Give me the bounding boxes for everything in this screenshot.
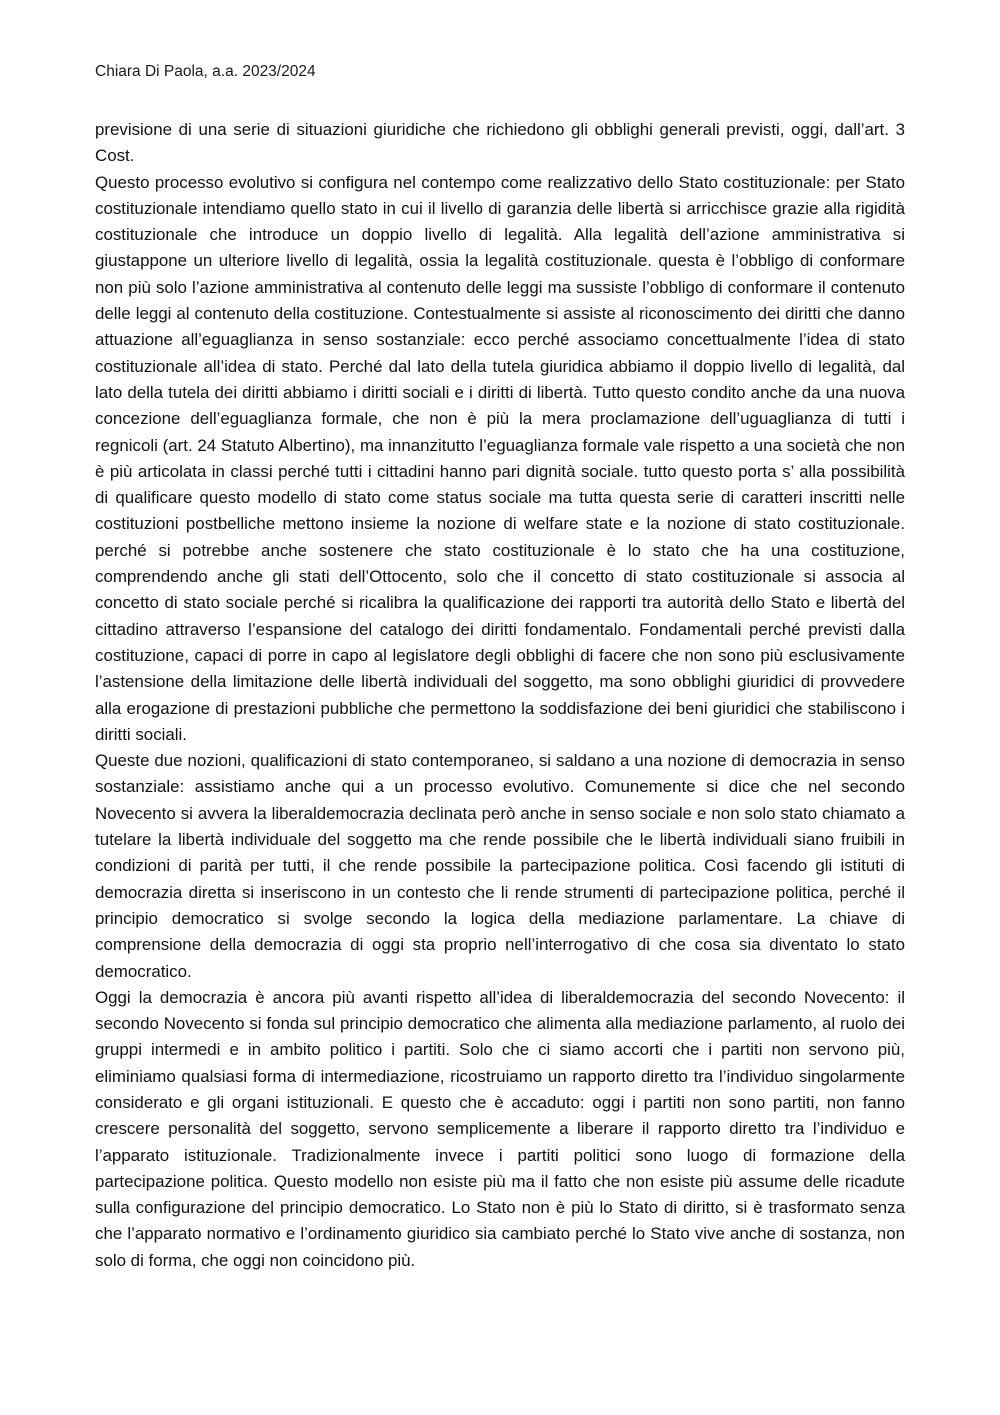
- paragraph-4: Oggi la democrazia è ancora più avanti rispetto all’idea di liberaldemocrazia del secondo Novecento: il secondo Novecento si fonda sul principio democratico che alimenta alla mediazione parlamento, al ruolo dei gruppi intermedi e in ambito politico i partiti. Solo che ci siamo accorti che i partiti non servono più, eliminiamo qualsiasi forma di intermediazione, ricostruiamo un rapporto diretto tra l’individuo singolarmente considerato e gli organi istituzionali. E questo che è accaduto: oggi i partiti non sono partiti, non fanno crescere personalità del soggetto, servono semplicemente a liberare il rapporto diretto tra l’individuo e l’apparato istituzionale. Tradizionalmente invece i partiti politici sono luogo di formazione della partecipazione politica. Questo modello non esiste più ma il fatto che non esiste più assume delle ricadute sulla configurazione del principio democratico. Lo Stato non è più lo Stato di diritto, si è trasformato senza che l’apparato normativo e l’ordinamento giuridico sia cambiato perché lo Stato vive anche di sostanza, non solo di forma, che oggi non coincidono più.: [95, 987, 905, 1270]
- paragraph-2: Questo processo evolutivo si configura nel contempo come realizzativo dello Stato costituzionale: per Stato costituzionale intendiamo quello stato in cui il livello di garanzia delle libertà si arricchisce grazie alla rigidità costituzionale che introduce un doppio livello di legalità. Alla legalità dell’azione amministrativa si giustappone un ulteriore livello di legalità, ossia la legalità costituzionale. questa è l’obbligo di conformare non più solo l’azione amministrativa al contenuto delle leggi ma sussiste l’obbligo di conformare il contenuto delle leggi al contenuto della costituzione. Contestualmente si assiste al riconoscimento dei diritti che danno attuazione all’eguaglianza in senso sostanziale: ecco perché associamo concettualmente l’idea di stato costituzionale all’idea di stato. Perché dal lato della tutela giuridica abbiamo il doppio livello di legalità, dal lato della tutela dei diritti abbiamo i diritti sociali e i diritti di libertà. Tutto questo condito anche da una nuova concezione dell’eguaglianza formale, che non è più la mera proclamazione dell’uguaglianza di tutti i regnicoli (art. 24 Statuto Albertino), ma innanzitutto l’eguaglianza formale vale rispetto a una società che non è più articolata in classi perché tutti i cittadini hanno pari dignità sociale. tutto questo porta s’ alla possibilità di qualificare questo modello di stato come status sociale ma tutta questa serie di caratteri inscritti nelle costituzioni postbelliche mettono insieme la nozione di welfare state e la nozione di stato costituzionale. perché si potrebbe anche sostenere che stato costituzionale è lo stato che ha una costituzione, comprendendo anche gli stati dell’Ottocento, solo che il concetto di stato costituzionale si associa al concetto di stato sociale perché si ricalibra la qualificazione dei rapporti tra autorità dello Stato e libertà del cittadino attraverso l’espansione del catalogo dei diritti fondamentalo. Fondamentali perché previsti dalla costituzione, capaci di porre in capo al legislatore degli obblighi di facere che non sono più esclusivamente l’astensione della limitazione delle libertà individuali del soggetto, ma sono obblighi giuridici di provvedere alla erogazione di prestazioni pubbliche che permettono la soddisfazione dei beni giuridici che stabiliscono i diritti sociali.: [95, 172, 905, 744]
- document-body: [95, 117, 905, 1274]
- paragraph-3: Queste due nozioni, qualificazioni di stato contemporaneo, si saldano a una nozione di democrazia in senso sostanziale: assistiamo anche qui a un processo evolutivo. Comunemente si dice che nel secondo Novecento si avvera la liberaldemocrazia declinata però anche in senso sociale e non solo stato chiamato a tutelare la libertà individuale del soggetto ma che rende possibile che le libertà individuali siano fruibili in condizioni di parità per tutti, il che rende possibile la partecipazione politica. Così facendo gli istituti di democrazia diretta si inseriscono in un contesto che li rende strumenti di partecipazione politica, perché il principio democratico si svolge secondo la logica della mediazione parlamentare. La chiave di comprensione della democrazia di oggi sta proprio nell’interrogativo di che cosa sia diventato lo stato democratico.: [95, 751, 905, 981]
- page-header: Chiara Di Paola, a.a. 2023/2024: [95, 63, 316, 80]
- paragraph-1: previsione di una serie di situazioni giuridiche che richiedono gli obblighi generali previsti, oggi, dall’art. 3 Cost.: [95, 120, 905, 166]
